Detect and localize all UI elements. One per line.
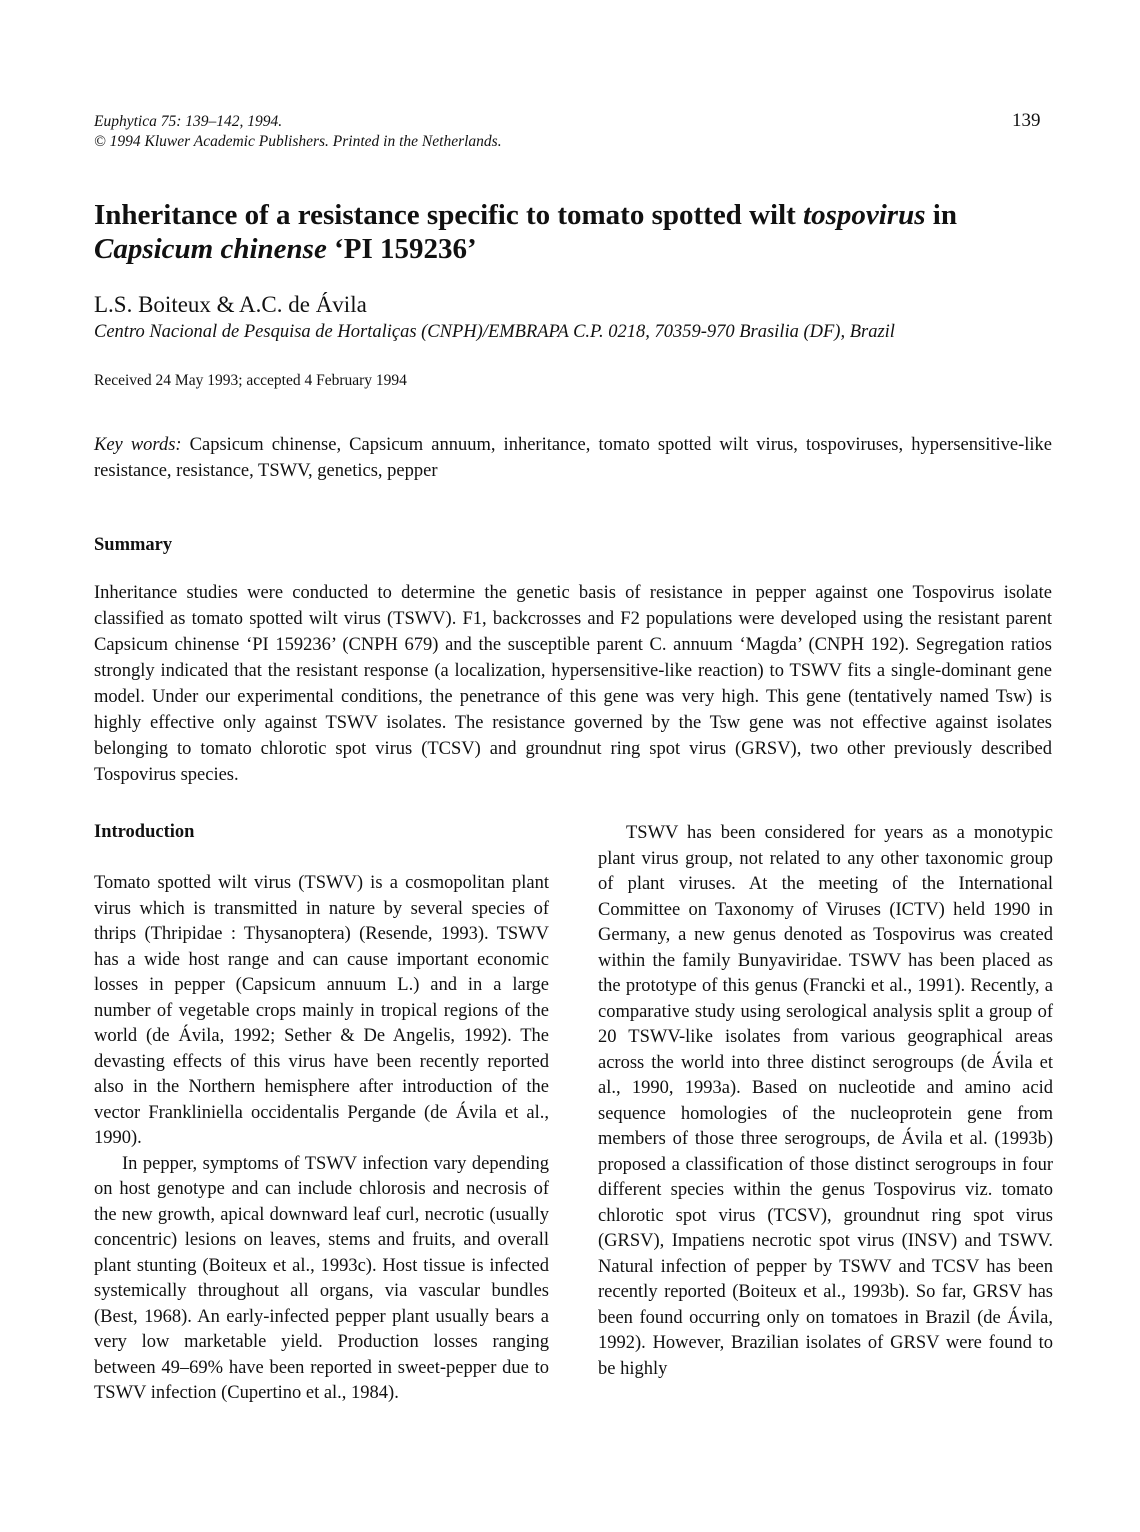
summary-text: Inheritance studies were conducted to determine the genetic basis of resistance in pepper against one Tospovirus isolate classified as tomato spotted wilt virus (TSWV). F1, backcrosses and F2 populations were developed using the resistant parent Capsicum chinense ‘PI 159236’ (CNPH 679) and the susceptible parent C. annuum ‘Magda’ (CNPH 192). Segregation ratios strongly indicated that the resistant response (a localization, hypersensitive-like reaction) to TSWV fits a single-dominant gene model. Under our experimental conditions, the penetrance of this gene was very high. This gene (tentatively named Tsw) is highly effective only against TSWV isolates. The resistance governed by the Tsw gene was not effective against isolates belonging to tomato chlorotic spot virus (TCSV) and groundnut ring spot virus (GRSV), two other previously described Tospovirus species.	[94, 583, 1052, 785]
title-part-3: ‘PI 159236’	[326, 233, 477, 265]
keywords-label: Key words:	[94, 435, 182, 455]
introduction-heading: Introduction	[94, 822, 195, 842]
journal-line: Euphytica 75: 139–142, 1994.	[94, 113, 283, 130]
right-column	[598, 821, 1053, 1382]
copyright-line: © 1994 Kluwer Academic Publishers. Printed in the Netherlands.	[94, 133, 502, 150]
summary-heading: Summary	[94, 535, 173, 555]
title-italic-1: tospovirus	[803, 199, 926, 231]
keywords-text: Capsicum chinense, Capsicum annuum, inheritance, tomato spotted wilt virus, tospoviruses, hypersensitive-like resistance, resistance, TSWV, genetics, pepper	[94, 435, 1052, 481]
intro-paragraph-3: TSWV has been considered for years as a monotypic plant virus group, not related to any other taxonomic group of plant viruses. At the meeting of the International Committee on Taxonomy of Viruses (ICTV) held 1990 in Germany, a new genus denoted as Tospovirus was created within the family Bunyaviridae. TSWV has been placed as the prototype of this genus (Francki et al., 1991). Recently, a comparative study using serological analysis split a group of 20 TSWV-like isolates from various geographical areas across the world into three distinct serogroups (de Ávila et al., 1990, 1993a). Based on nucleotide and amino acid sequence homologies of the nucleoprotein gene from members of those three serogroups, de Ávila et al. (1993b) proposed a classification of those distinct serogroups in four different species within the genus Tospovirus viz. tomato chlorotic spot virus (TCSV), groundnut ring spot virus (GRSV), Impatiens necrotic spot virus (INSV) and TSWV. Natural infection of pepper by TSWV and TCSV has been recently reported (Boiteux et al., 1993b). So far, GRSV has been found occurring only on tomatoes in Brazil (de Ávila, 1992). However, Brazilian isolates of GRSV were found to be highly	[598, 823, 1053, 1379]
affiliation: Centro Nacional de Pesquisa de Hortaliças (CNPH)/EMBRAPA C.P. 0218, 70359-970 Brasilia (DF), Brazil	[94, 322, 895, 342]
journal-citation	[94, 112, 502, 152]
title-part-1: Inheritance of a resistance specific to tomato spotted wilt	[94, 199, 804, 231]
article-title	[94, 198, 1054, 266]
page-number: 139	[1012, 110, 1041, 131]
title-part-2: in	[925, 199, 957, 231]
received-dates: Received 24 May 1993; accepted 4 February 1994	[94, 372, 407, 389]
authors: L.S. Boiteux & A.C. de Ávila	[94, 292, 367, 317]
keywords	[94, 432, 1052, 484]
title-italic-2: Capsicum chinense	[94, 233, 327, 265]
intro-paragraph-2: In pepper, symptoms of TSWV infection vary depending on host genotype and can include chlorosis and necrosis of the new growth, apical downward leaf curl, necrotic (usually concentric) lesions on leaves, stems and fruits, and overall plant stunting (Boiteux et al., 1993c). Host tissue is infected systemically throughout all organs, via vascular bundles (Best, 1968). An early-infected pepper plant usually bears a very low marketable yield. Production losses ranging between 49–69% have been reported in sweet-pepper due to TSWV infection (Cupertino et al., 1984).	[94, 1153, 549, 1403]
left-column	[94, 871, 549, 1407]
intro-paragraph-1: Tomato spotted wilt virus (TSWV) is a cosmopolitan plant virus which is transmitted in nature by several species of thrips (Thripidae : Thysanoptera) (Resende, 1993). TSWV has a wide host range and can cause important economic losses in pepper (Capsicum annuum L.) and in a large number of vegetable crops mainly in tropical regions of the world (de Ávila, 1992; Sether & De Angelis, 1992). The devasting effects of this virus have been recently reported also in the Northern hemisphere after introduction of the vector Frankliniella occidentalis Pergande (de Ávila et al., 1990).	[94, 873, 549, 1148]
